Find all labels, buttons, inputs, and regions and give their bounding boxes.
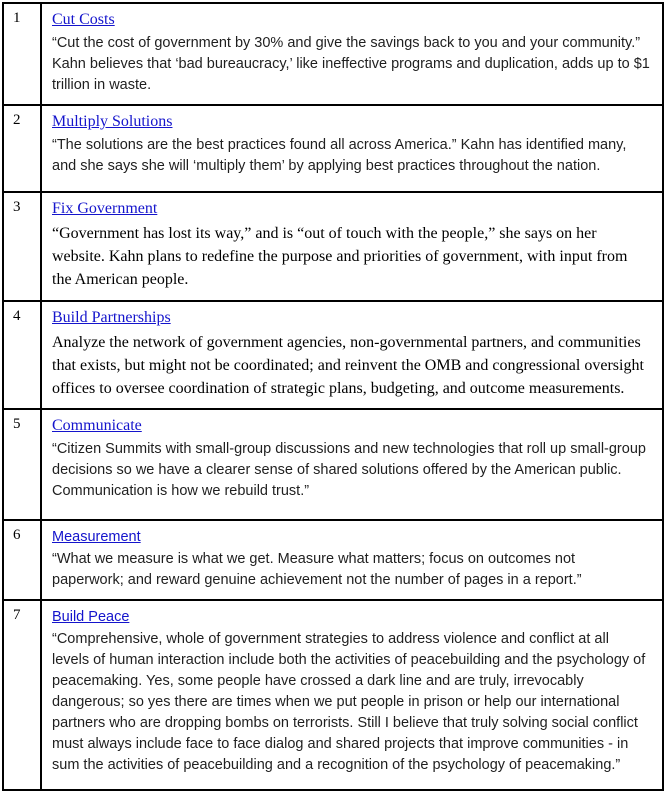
row-number: 3 bbox=[3, 192, 41, 301]
row-content-cell bbox=[41, 600, 663, 790]
table-row bbox=[3, 105, 663, 192]
row-number: 2 bbox=[3, 105, 41, 192]
row-body: Analyze the network of government agencies, non-governmental partners, and communities that exists, but might not be coordinated; and reinvent the OMB and congressional oversight offices to oversee coordination of strategic plans, budgeting, and outcome measurements. bbox=[52, 333, 644, 397]
row-body: “The solutions are the best practices found all across America.” Kahn has identified many, and she says she will ‘multiply them’ by applying best practices throughout the nation. bbox=[52, 137, 627, 175]
row-content-cell bbox=[41, 105, 663, 192]
row-number: 6 bbox=[3, 520, 41, 600]
row-body: “Comprehensive, whole of government strategies to address violence and conflict at all levels of human interaction include both the activities of peacebuilding and the psychology of peacemaking. Yes, some people have crossed a dark line and are truly, irrevocably dangerous; so yes there are times when we put people in prison or help our international partners who are dropping bombs on terrorists. Still I believe that truly solving social conflict must always include face to face dialog and shared projects that improve communities - in sum the activities of peacebuilding and a recognition of the psychology of peacemaking.” bbox=[52, 631, 646, 774]
table-row bbox=[3, 520, 663, 600]
row-content-cell bbox=[41, 520, 663, 600]
table-row bbox=[3, 301, 663, 410]
table-row bbox=[3, 192, 663, 301]
row-title-link[interactable]: Measurement bbox=[52, 529, 141, 546]
row-body: “Cut the cost of government by 30% and give the savings back to you and your community.” Kahn believes that ‘bad bureaucracy,’ like ineffective programs and duplication, adds up to $1 trillion in waste. bbox=[52, 35, 650, 94]
row-content-cell bbox=[41, 301, 663, 410]
row-content-cell bbox=[41, 3, 663, 105]
row-body: “Government has lost its way,” and is “out of touch with the people,” she says on her website. Kahn plans to redefine the purpose and priorities of government, with input from the American people. bbox=[52, 225, 628, 289]
row-content-cell bbox=[41, 409, 663, 520]
priorities-table bbox=[2, 2, 664, 791]
row-number: 7 bbox=[3, 600, 41, 790]
table-row bbox=[3, 600, 663, 790]
row-title-link[interactable]: Communicate bbox=[52, 417, 142, 435]
row-body: “What we measure is what we get. Measure what matters; focus on outcomes not paperwork; and reward genuine achievement not the number of pages in a report.” bbox=[52, 551, 582, 589]
row-title-link[interactable]: Cut Costs bbox=[52, 11, 115, 28]
row-number: 1 bbox=[3, 3, 41, 105]
row-number: 4 bbox=[3, 301, 41, 410]
row-title-link[interactable]: Build Partnerships bbox=[52, 308, 171, 326]
row-content-cell bbox=[41, 192, 663, 301]
table-row bbox=[3, 3, 663, 105]
row-title-link[interactable]: Build Peace bbox=[52, 609, 130, 626]
row-number: 5 bbox=[3, 409, 41, 520]
row-body: “Citizen Summits with small-group discussions and new technologies that roll up small-group decisions so we have a clearer sense of shared solutions offered by the American public. Communication is how we rebuild trust.” bbox=[52, 441, 646, 500]
table-row bbox=[3, 409, 663, 520]
row-title-link[interactable]: Multiply Solutions bbox=[52, 113, 173, 131]
row-title-link[interactable]: Fix Government bbox=[52, 200, 158, 218]
